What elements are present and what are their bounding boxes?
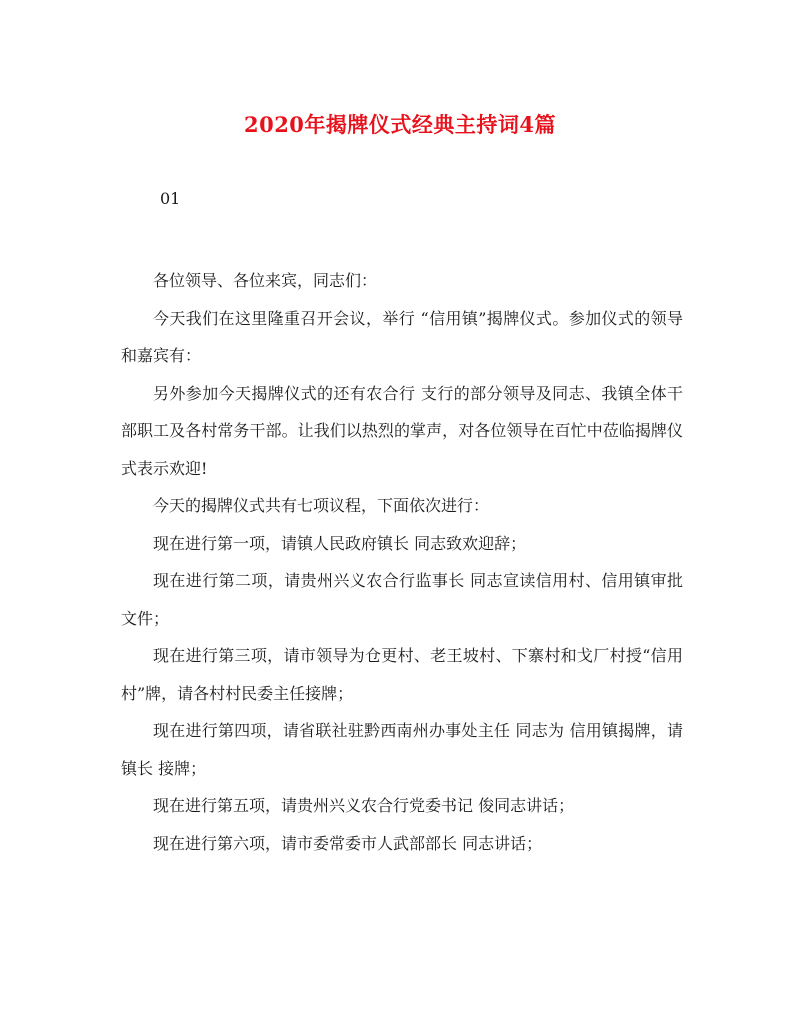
paragraph-item-1: 现在进行第一项，请镇人民政府镇长 同志致欢迎辞；: [153, 533, 527, 553]
paragraph-item-6: 现在进行第六项，请市委常委市人武部部长 同志讲话；: [153, 833, 543, 853]
paragraph-attendees: 另外参加今天揭牌仪式的还有农合行 支行的部分领导及同志、我镇全体干部职工及各村常务干部。让我们以热烈的掌声，对各位领导在百忙中莅临揭牌仪式表示欢迎!: [121, 383, 683, 478]
document-body: [121, 262, 683, 862]
paragraph-opening: 今天我们在这里隆重召开会议，举行 “信用镇”揭牌仪式。参加仪式的领导和嘉宾有：: [121, 308, 683, 365]
paragraph-greeting: 各位领导、各位来宾，同志们：: [153, 271, 378, 290]
paragraph-item-4: 现在进行第四项，请省联社驻黔西南州办事处主任 同志为 信用镇揭牌，请镇长 接牌；: [121, 721, 683, 778]
paragraph-agenda-intro: 今天的揭牌仪式共有七项议程，下面依次进行：: [153, 496, 490, 515]
document-title: 2020年揭牌仪式经典主持词4篇: [243, 112, 557, 137]
section-number: 01: [160, 189, 181, 208]
paragraph-item-3: 现在进行第三项，请市领导为仓更村、老王坡村、下寨村和戈厂村授“信用村”牌，请各村村民委主任接牌；: [121, 646, 683, 703]
paragraph-item-5: 现在进行第五项，请贵州兴义农合行党委书记 俊同志讲话；: [153, 796, 575, 815]
paragraph-item-2: 现在进行第二项，请贵州兴义农合行监事长 同志宣读信用村、信用镇审批文件；: [121, 571, 683, 628]
